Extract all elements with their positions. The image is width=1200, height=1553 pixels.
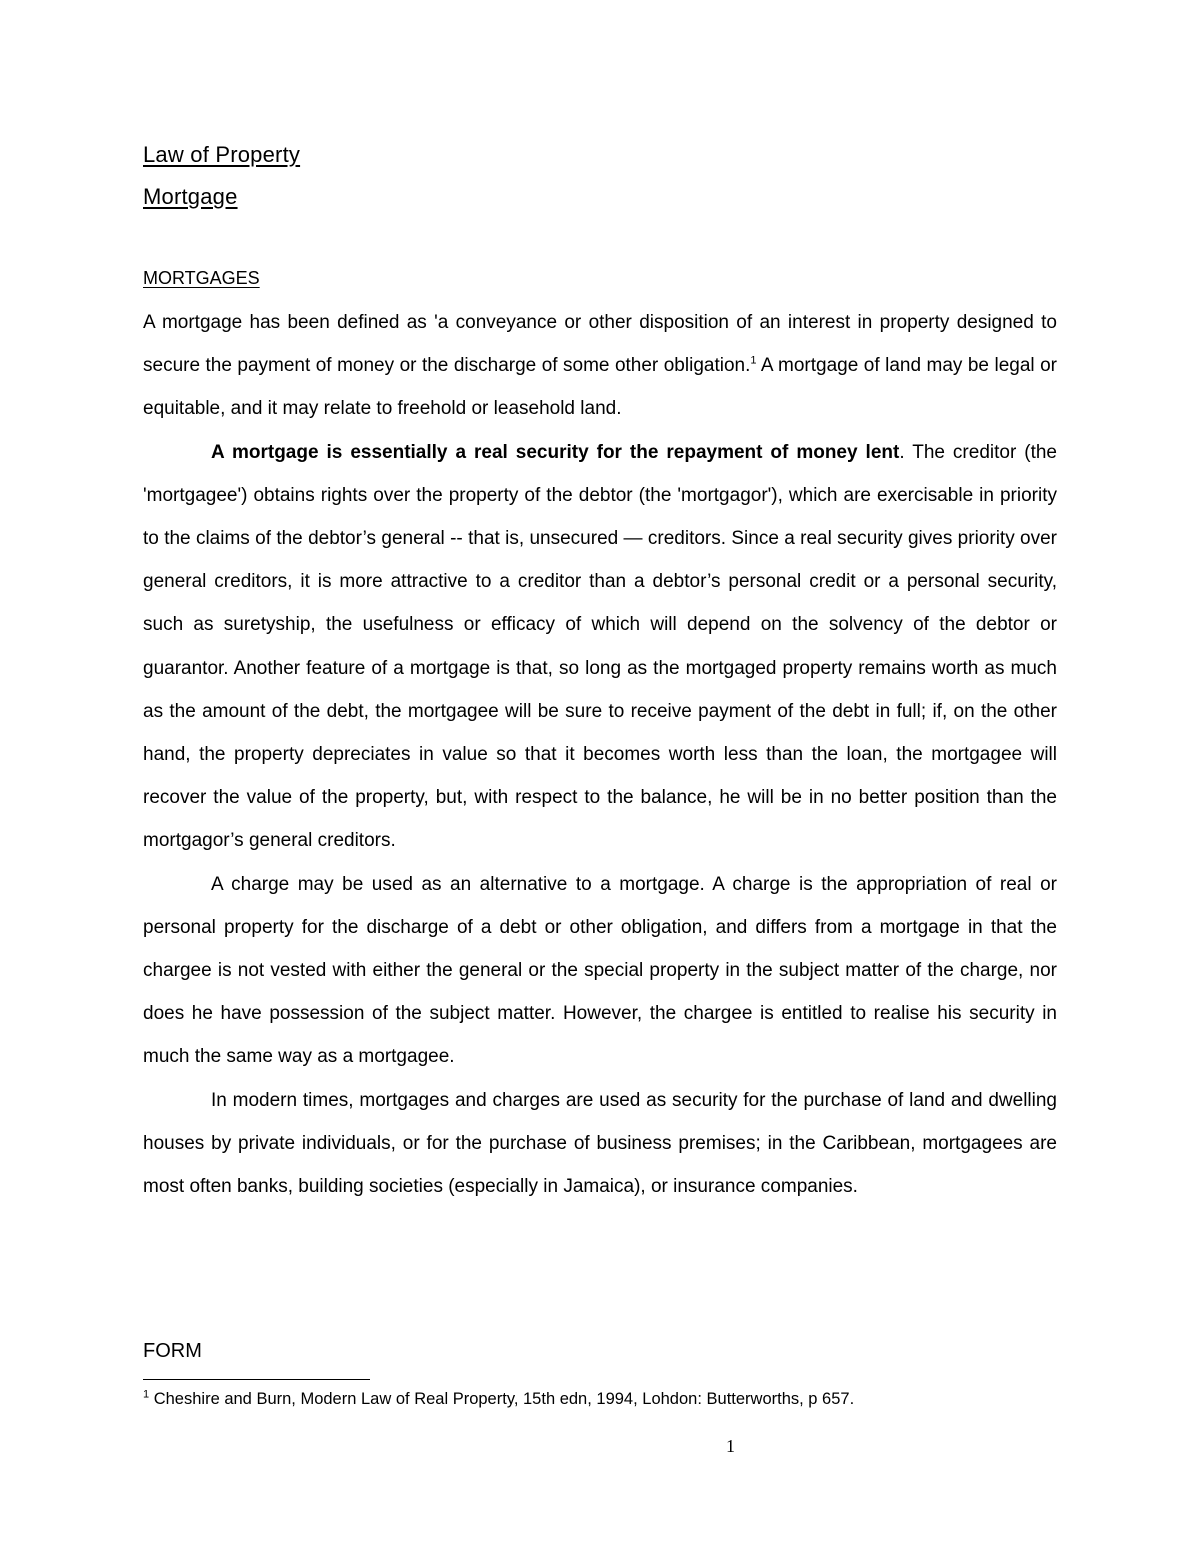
paragraph-definition-text-2: A mortgage of land may be legal or equitable, and it may relate to freehold or leasehold land. bbox=[143, 355, 1057, 420]
document-title: Law of Property bbox=[143, 142, 301, 167]
footnote bbox=[143, 1390, 854, 1409]
paragraph-definition bbox=[143, 301, 1057, 431]
footnote-text: Cheshire and Burn, Modern Law of Real Property, 15th edn, 1994, Lohdon: Butterworths, p 657. bbox=[149, 1390, 855, 1408]
paragraph-charge: A charge may be used as an alternative to a mortgage. A charge is the appropriation of real or personal property for the discharge of a debt or other obligation, and differs from a mortgage in that the chargee is not vested with either the general or the special property in the subject matter of the charge, nor does he have possession of the subject matter. However, the chargee is entitled to realise his security in much the same way as a mortgagee. bbox=[143, 873, 1057, 1068]
paragraph-real-security bbox=[143, 431, 1057, 863]
document-subtitle: Mortgage bbox=[143, 184, 238, 209]
page-number: 1 bbox=[726, 1436, 735, 1456]
footnote-divider bbox=[143, 1379, 370, 1380]
body-text bbox=[143, 301, 1057, 1208]
footnote-reference[interactable]: 1 bbox=[750, 354, 757, 367]
paragraph-real-security-text: . The creditor (the 'mortgagee') obtains rights over the property of the debtor (the 'mortgagor'), which are exercisable in priority to the claims of the debtor’s general -- that is, unsecured — creditors. Since a real security gives priority over general creditors, it is more attractive to a creditor than a debtor’s personal credit or a personal security, such as suretyship, the usefulness or efficacy of which will depend on the solvency of the debtor or guarantor. Another feature of a mortgage is that, so long as the mortgaged property remains worth as much as the amount of the debt, the mortgagee will be sure to receive payment of the debt in full; if, on the other hand, the property depreciates in value so that it becomes worth less than the loan, the mortgagee will recover the value of the property, but, with respect to the balance, he will be in no better position than the mortgagor’s general creditors. bbox=[143, 441, 1057, 852]
paragraph-modern-times: In modern times, mortgages and charges are used as security for the purchase of land and dwelling houses by private individuals, or for the purchase of business premises; in the Caribbean, mortgagees are most often banks, building societies (especially in Jamaica), or insurance companies. bbox=[143, 1089, 1057, 1198]
footnote-marker: 1 bbox=[143, 1388, 150, 1401]
paragraph-definition-text-1: A mortgage has been defined as 'a conveyance or other disposition of an interest in property designed to secure the payment of money or the discharge of some other obligation. bbox=[143, 312, 1057, 377]
section-heading-mortgages: MORTGAGES bbox=[143, 268, 260, 288]
section-heading-form: FORM bbox=[143, 1340, 202, 1362]
paragraph-real-security-bold: A mortgage is essentially a real security for the repayment of money lent bbox=[211, 441, 900, 463]
